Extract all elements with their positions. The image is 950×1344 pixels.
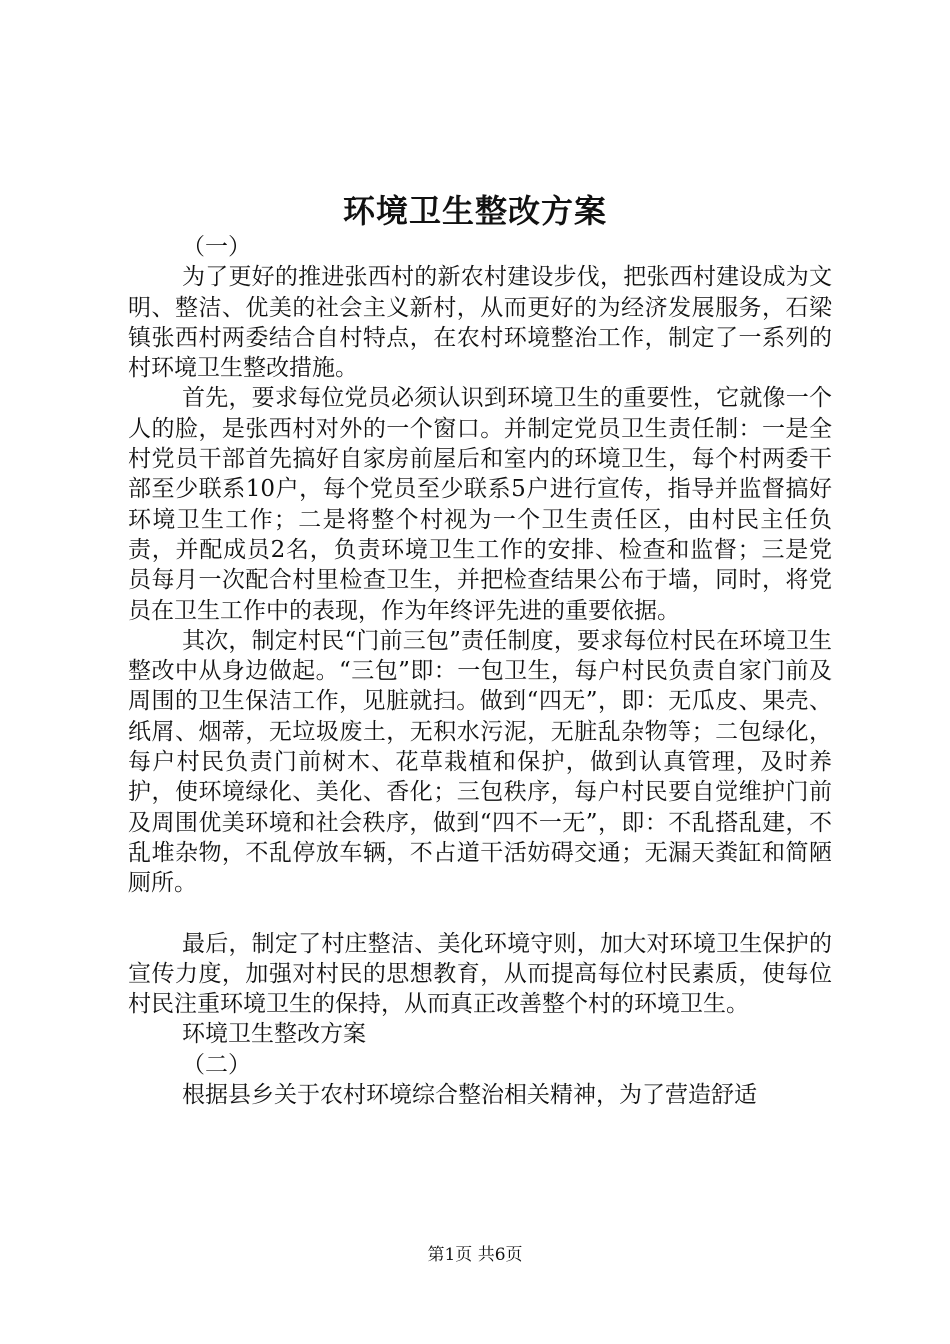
section-label-2: （二） xyxy=(182,1051,251,1078)
paragraph-gap xyxy=(128,899,832,929)
page-footer: 第1页 共6页 xyxy=(427,1245,523,1265)
paragraph-section2-start: 根据县乡关于农村环境综合整治相关精神，为了营造舒适 xyxy=(182,1082,757,1109)
repeat-title: 环境卫生整改方案 xyxy=(182,1021,366,1048)
paragraph-second: 其次，制定村民“门前三包”责任制度，要求每位村民在环境卫生整改中从身边做起。“三包”即：一包卫生，每户村民负责自家门前及周围的卫生保洁工作，见脏就扫。做到“四无”，即：无瓜皮、果壳、纸屑、烟蒂，无垃圾废土，无积水污泥，无脏乱杂物等；二包绿化，每户村民负责门前树木、花草栽植和保护，做到认真管理，及时养护，使环境绿化、美化、香化；三包秩序，每户村民要自觉维护门前及周围优美环境和社会秩序，做到“四不一无”，即：不乱搭乱建，不乱堆杂物，不乱停放车辆，不占道干活妨碍交通；无漏天粪缸和简陋厕所。 xyxy=(128,627,832,897)
document-title: 环境卫生整改方案 xyxy=(342,192,607,230)
paragraph-final: 最后，制定了村庄整洁、美化环境守则，加大对环境卫生保护的宣传力度，加强对村民的思想教育，从而提高每位村民素质，使每位村民注重环境卫生的保持，从而真正改善整个村的环境卫生。 xyxy=(128,930,832,1018)
section-label-1: （一） xyxy=(182,234,251,260)
paragraph-intro: 为了更好的推进张西村的新农村建设步伐，把张西村建设成为文明、整洁、优美的社会主义新村，从而更好的为经济发展服务，石梁镇张西村两委结合自村特点，在农村环境整治工作，制定了一系列的村环境卫生整改措施。 xyxy=(128,264,832,382)
document-body xyxy=(128,232,832,1110)
paragraph-first: 首先，要求每位党员必须认识到环境卫生的重要性，它就像一个人的脸，是张西村对外的一个窗口。并制定党员卫生责任制：一是全村党员干部首先搞好自家房前屋后和室内的环境卫生，每个村两委干部至少联系10户，每个党员至少联系5户进行宣传，指导并监督搞好环境卫生工作；二是将整个村视为一个卫生责任区，由村民主任负责，并配成员2名，负责环境卫生工作的安排、检查和监督；三是党员每月一次配合村里检查卫生，并把检查结果公布于墙，同时，将党员在卫生工作中的表现，作为年终评先进的重要依据。 xyxy=(128,385,832,624)
